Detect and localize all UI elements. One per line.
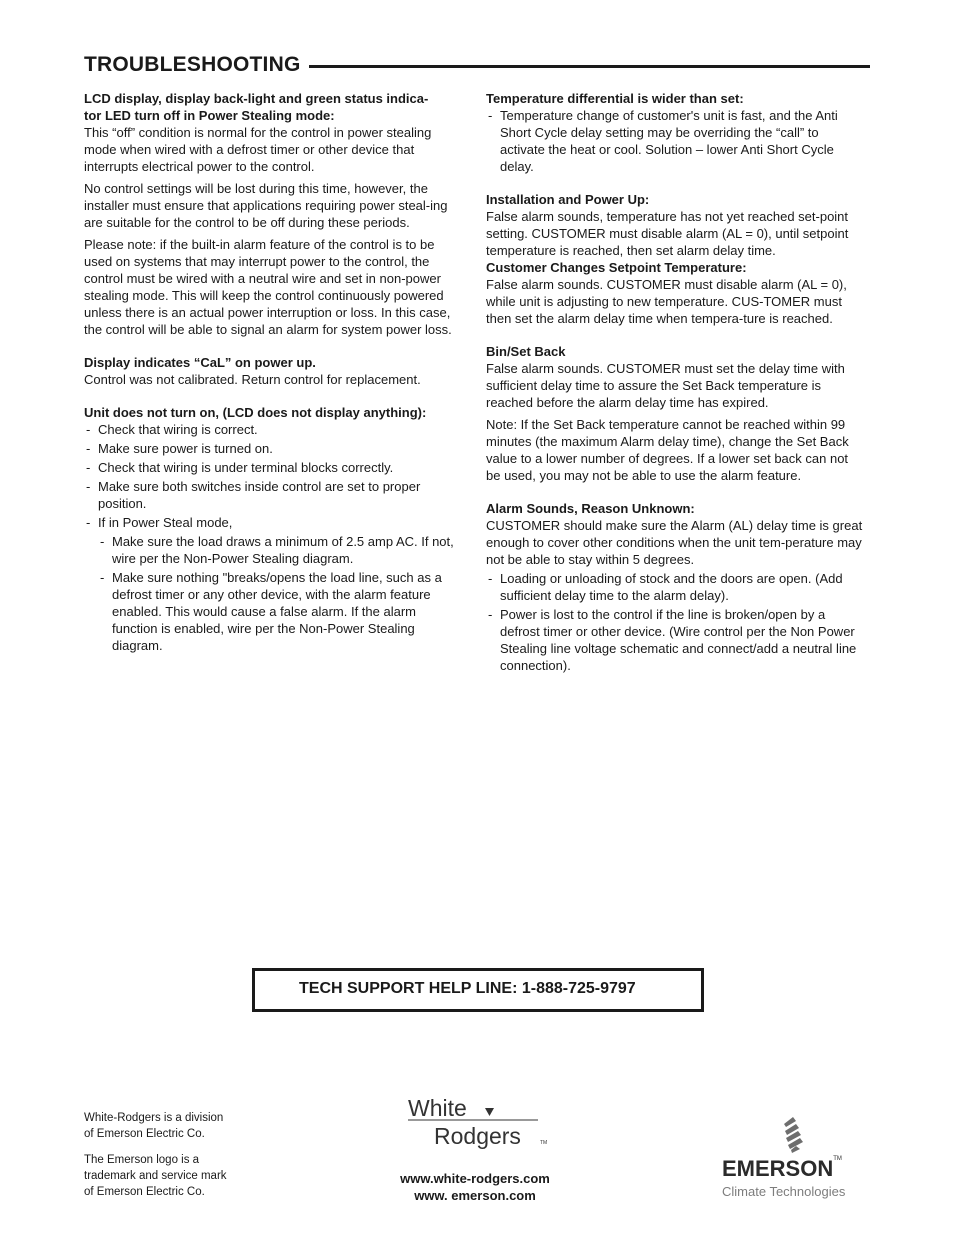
paragraph: This “off” condition is normal for the control in power stealing mode when wired with a defrost timer or other device that interrupts electrical power to the control. <box>84 125 432 174</box>
title-row <box>84 52 870 78</box>
sub-list-item: - Make sure the load draws a minimum of 2.5 amp AC. If not, wire per the Non-Power Stealing diagram. <box>98 533 462 567</box>
section-installation <box>486 191 866 327</box>
list-item-text: If in Power Steal mode, <box>98 515 233 530</box>
emerson-tm: TM <box>833 1156 842 1162</box>
emerson-subtitle: Climate Technologies <box>722 1184 846 1199</box>
paragraph: CUSTOMER should make sure the Alarm (AL) delay time is great enough to cover other conditions when the unit tem-perature may not be able to stay within 5 degrees. <box>486 518 863 567</box>
sub-list-item: - Make sure nothing "breaks/opens the load line, such as a defrost timer or any other device, with the alarm feature enabled. This would cause a false alarm. If the alarm function is enabled, wire per the Non-Power Stealing diagram. <box>98 569 462 654</box>
url-emerson[interactable]: www. emerson.com <box>414 1188 536 1203</box>
list-item: - Check that wiring is under terminal blocks correctly. <box>84 459 462 476</box>
section-temp-differential <box>486 90 866 175</box>
title-rule <box>309 65 871 68</box>
tech-support-text: TECH SUPPORT HELP LINE: 1-888-725-9797 <box>299 980 636 997</box>
left-column <box>84 90 462 670</box>
list-item: - Power is lost to the control if the line is broken/open by a defrost timer or other device. (Wire control per the Non Power Stealing line voltage schematic and connect/add a neutral line connection). <box>486 606 866 674</box>
paragraph: False alarm sounds. CUSTOMER must disable alarm (AL = 0), while unit is adjusting to new temperature. CUS-TOMER must then set the alarm delay time when tempera-ture is reached. <box>486 277 847 326</box>
url-white-rodgers[interactable]: www.white-rodgers.com <box>400 1171 550 1186</box>
sub-dash-list <box>98 533 462 654</box>
section-unit-no-power <box>84 404 462 654</box>
division-note: White-Rodgers is a division of Emerson Electric Co. <box>84 1112 224 1140</box>
paragraph: False alarm sounds, temperature has not yet reached set-point setting. CUSTOMER must disable alarm (AL = 0), until setpoint temperature is reached, then set alarm delay time. <box>486 209 849 258</box>
list-item: - Loading or unloading of stock and the doors are open. (Add sufficient delay time to the alarm delay). <box>486 570 866 604</box>
list-item: - Temperature change of customer's unit is fast, and the Anti Short Cycle delay setting may be overriding the “call” to activate the heat or cool. Solution – lower Anti Short Cycle delay. <box>486 107 866 175</box>
list-item: - Check that wiring is correct. <box>84 421 462 438</box>
logo-white-text: White <box>408 1095 467 1121</box>
section-heading: Customer Changes Setpoint Temperature: <box>486 260 747 275</box>
section-heading: Unit does not turn on, (LCD does not display anything): <box>84 405 427 420</box>
section-alarm-unknown <box>486 500 866 674</box>
dash-list <box>486 570 866 674</box>
paragraph: Control was not calibrated. Return control for replacement. <box>84 372 421 387</box>
page-title: TROUBLESHOOTING <box>84 53 301 76</box>
dash-list <box>486 107 866 175</box>
emerson-mark-icon <box>776 1116 810 1154</box>
tech-support-box <box>252 968 704 1012</box>
section-heading: Installation and Power Up: <box>486 192 650 207</box>
list-item-power-steal <box>84 514 462 654</box>
section-heading: Alarm Sounds, Reason Unknown: <box>486 501 695 516</box>
section-heading: Temperature differential is wider than set: <box>486 91 744 106</box>
trademark-note: The Emerson logo is a trademark and service mark of Emerson Electric Co. <box>84 1154 227 1198</box>
list-item: - Make sure power is turned on. <box>84 440 462 457</box>
logo-tm: TM <box>540 1140 548 1146</box>
right-column <box>486 90 866 690</box>
footer-urls <box>360 1170 590 1204</box>
emerson-logo <box>720 1116 880 1206</box>
section-heading: LCD display, display back-light and green status indica- tor LED turn off in Power Stealing mode: <box>84 91 429 123</box>
paragraph: Note: If the Set Back temperature cannot be reached within 99 minutes (the maximum Alarm delay time), change the Set Back value to a lower number of degrees. If a lower set back can not be used, you may not be able to use the alarm feature. <box>486 417 849 483</box>
footer-legal <box>84 1110 274 1210</box>
paragraph: False alarm sounds. CUSTOMER must set the delay time with sufficient delay time to assure the Set Back temperature is reached before the alarm delay time has expired. <box>486 361 845 410</box>
emerson-name: EMERSON <box>722 1156 834 1181</box>
section-heading: Display indicates “CaL” on power up. <box>84 355 316 370</box>
list-item: - Make sure both switches inside control are set to proper position. <box>84 478 462 512</box>
emerson-wordmark <box>722 1156 842 1182</box>
section-bin-set-back <box>486 343 866 484</box>
section-cal <box>84 354 462 388</box>
logo-triangle-icon <box>485 1108 494 1116</box>
logo-rodgers-text: Rodgers <box>434 1123 521 1149</box>
dash-list <box>84 421 462 654</box>
section-heading: Bin/Set Back <box>486 344 566 359</box>
paragraph: No control settings will be lost during this time, however, the installer must ensure that applications requiring power steal-ing are suitable for the control to be off during these periods. <box>84 181 448 230</box>
section-power-stealing <box>84 90 462 338</box>
paragraph: Please note: if the built-in alarm feature of the control is to be used on systems that may interrupt power to the control, the control must be wired with a neutral wire and set in non-power stealing mode. This will keep the control continuously powered unless there is an actual power interruption or loss. In this case, the control will be able to signal an alarm for system power loss. <box>84 237 452 337</box>
white-rodgers-logo <box>406 1094 556 1154</box>
